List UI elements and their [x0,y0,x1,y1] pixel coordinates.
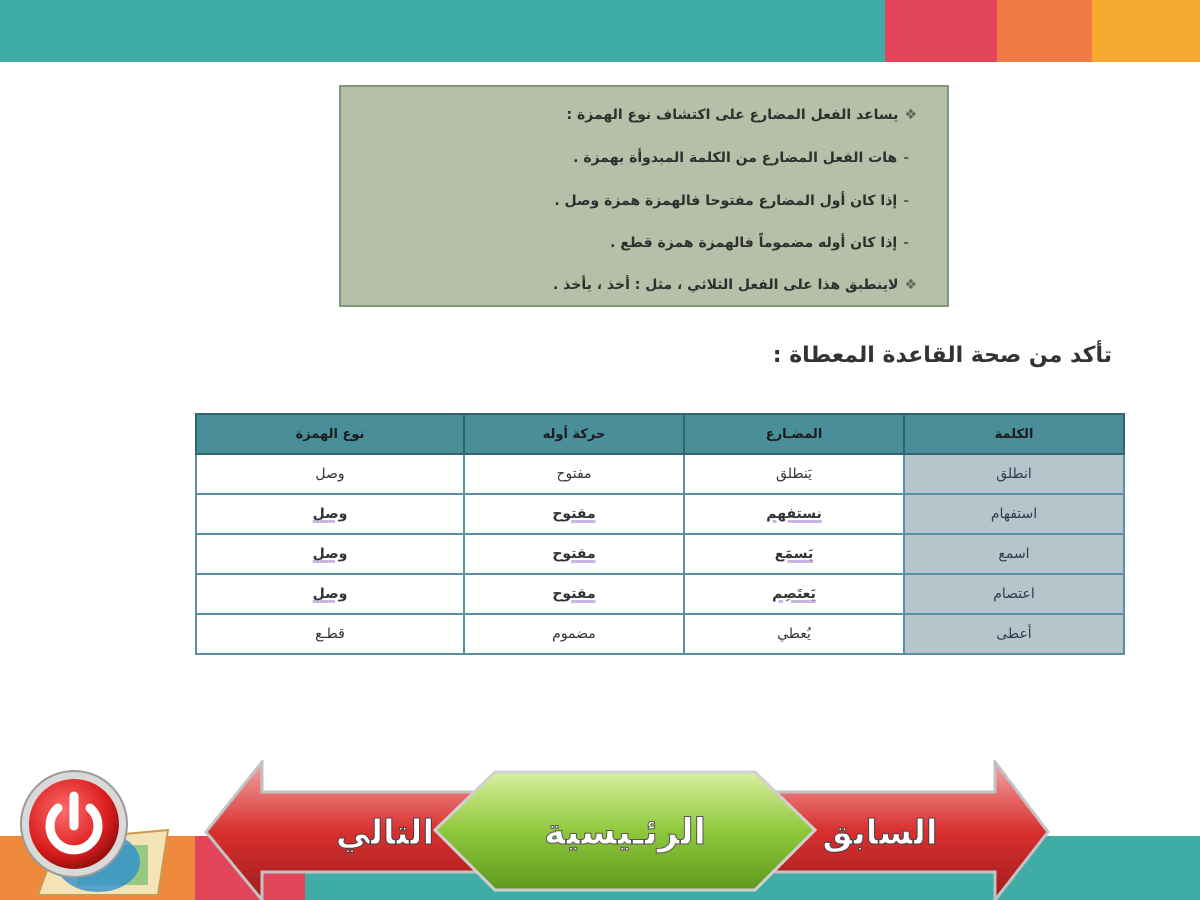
table-row [196,574,1124,614]
exercise-heading: تأكد من صحة القاعدة المعطاة : [772,343,1112,368]
home-button[interactable] [435,772,815,890]
cell-present: يَنطلق [684,454,904,494]
table-header-row [196,414,1124,454]
cell-first-vowel-answer: مفتوح [464,494,684,534]
table-row [196,534,1124,574]
cell-hamza-type: وصل [196,454,464,494]
cell-first-vowel: مفتوح [464,454,684,494]
header-first-vowel: حركة أوله [464,414,684,454]
cell-first-vowel-answer: مفتوح [464,534,684,574]
rule-line-5: ❖لاينطبق هذا على الفعل الثلاثي ، مثل : أخذ ، يأخذ . [552,277,917,293]
cell-present-answer: يَسمَع [684,534,904,574]
cell-first-vowel: مضموم [464,614,684,654]
cell-hamza-type-answer: وصل [196,574,464,614]
header-hamza-type: نوع الهمزة [196,414,464,454]
top-bar-orange-segment [997,0,1092,62]
rule-line-2: -هات الفعل المضارع من الكلمة المبدوأة بهمزة . [573,150,909,166]
power-button[interactable] [18,768,130,880]
cell-word: اعتصام [904,574,1124,614]
prev-label: السابق [822,813,938,853]
cell-word: انطلق [904,454,1124,494]
cell-present-answer: نستفهم [684,494,904,534]
header-word: الكلمة [904,414,1124,454]
next-label: التالي [335,813,435,853]
table-row [196,494,1124,534]
cell-present-answer: يَعتَصِم [684,574,904,614]
header-present: المضـارع [684,414,904,454]
home-label: الرئـيسية [544,812,706,853]
cell-present: يُعطي [684,614,904,654]
rule-line-3: -إذا كان أول المضارع مفتوحا فالهمزة همزة وصل . [554,193,909,209]
rule-line-1: ❖يساعد الفعل المضارع على اكتشاف نوع الهمزة : [566,107,917,123]
cell-word: اسمع [904,534,1124,574]
cell-hamza-type: قطـع [196,614,464,654]
rule-box [339,85,949,307]
top-bar-yellow-segment [1092,0,1200,62]
hamza-table [195,413,1125,655]
table-row [196,614,1124,654]
cell-hamza-type-answer: وصل [196,494,464,534]
cell-word: أعطى [904,614,1124,654]
table-row [196,454,1124,494]
rule-line-4: -إذا كان أوله مضموماً فالهمزة همزة قطع . [610,235,909,251]
cell-word: استفهام [904,494,1124,534]
nav-bar [200,760,1055,900]
top-color-bar [0,0,1200,62]
top-bar-red-segment [885,0,997,62]
cell-first-vowel-answer: مفتوح [464,574,684,614]
top-bar-teal-segment [0,0,885,62]
cell-hamza-type-answer: وصل [196,534,464,574]
